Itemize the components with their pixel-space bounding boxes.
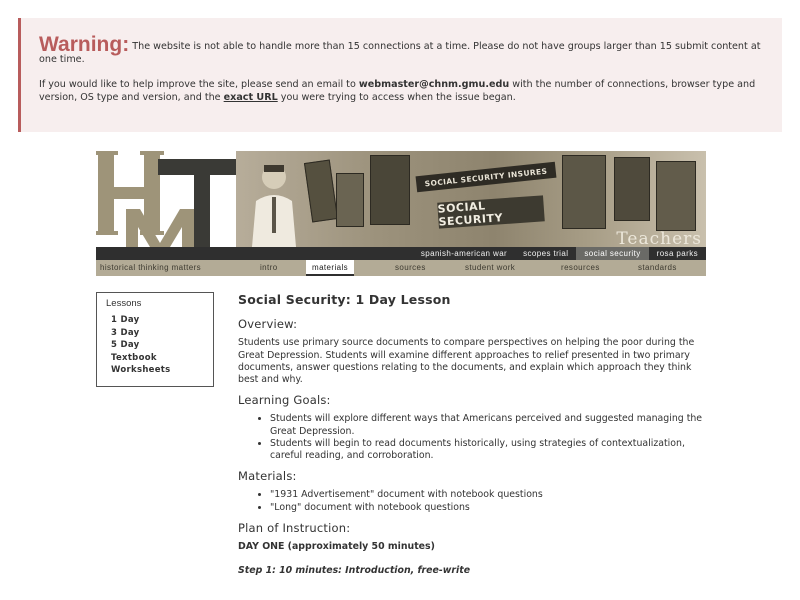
webmaster-email: webmaster@chnm.gmu.edu	[358, 79, 510, 90]
htm-logo-mark	[96, 151, 246, 259]
site-header	[96, 151, 706, 277]
materials-list	[270, 489, 708, 513]
main-content	[238, 294, 708, 577]
day-one-label: DAY ONE (approximately 50 minutes)	[238, 541, 435, 553]
banner-caption: Teachers	[616, 229, 702, 247]
warning-text-2-mid: with the number of connections, browser type and version, OS type and version, and the	[39, 79, 756, 103]
warning-text-2-post: you were trying to access when the issue began.	[277, 92, 516, 103]
top-navigation	[236, 247, 706, 260]
warning-title: Warning:	[39, 33, 130, 56]
poster-3	[370, 155, 410, 225]
banner-sign-top: SOCIAL SECURITY INSURES	[416, 162, 557, 193]
sidebar-item-1-day[interactable]: 1 Day	[111, 315, 140, 325]
page-title: Social Security: 1 Day Lesson	[238, 292, 451, 307]
subnav-intro[interactable]: intro	[260, 263, 278, 272]
sidebar-item-textbook[interactable]: Textbook	[111, 352, 157, 363]
subnav-historical-thinking-matters[interactable]: historical thinking matters	[100, 263, 202, 272]
subnav-standards[interactable]: standards	[638, 263, 677, 272]
poster-1	[304, 159, 338, 222]
subnav-sources[interactable]: sources	[395, 263, 426, 272]
warning-banner	[18, 18, 782, 132]
topnav-left-strip	[96, 247, 236, 260]
warning-text-2-pre: If you would like to help improve the site, please send an email to	[39, 79, 359, 90]
subnav-resources[interactable]: resources	[561, 263, 600, 272]
material-link-1931-advertisement[interactable]: "1931 Advertisement" document with notebook questions	[270, 489, 543, 501]
goal-item: • Students will explore different ways that Americans perceived and suggested managing the Great Depression.	[270, 413, 708, 437]
topnav-spanish-american-war[interactable]: spanish-american war	[420, 249, 508, 258]
topnav-scopes-trial[interactable]: scopes trial	[523, 249, 569, 258]
header-banner-image	[236, 151, 706, 247]
lessons-sidebar	[96, 292, 214, 387]
warning-text-1: The website is not able to handle more than 15 connections at a time. Please do not have groups larger than 15 submit content at one time.	[39, 41, 761, 65]
sidebar-item-5-day[interactable]: 5 Day	[111, 340, 140, 350]
subnav-materials[interactable]: materials	[306, 260, 354, 276]
topnav-rosa-parks[interactable]: rosa parks	[656, 249, 698, 258]
subnav-student-work[interactable]: student work	[465, 263, 516, 272]
poster-4	[562, 155, 606, 229]
sidebar-title: Lessons	[106, 298, 142, 309]
banner-sign: SOCIAL SECURITY	[437, 195, 545, 228]
poster-2	[336, 173, 364, 227]
sidebar-item-worksheets[interactable]: Worksheets	[111, 365, 171, 375]
warning-line-1	[39, 33, 764, 66]
material-item[interactable]	[270, 502, 708, 514]
material-link-long[interactable]: "Long" document with notebook questions	[270, 501, 470, 513]
exact-url-link[interactable]: exact URL	[223, 92, 278, 103]
poster-5	[614, 157, 650, 221]
goal-item: • Students will begin to read documents historically, using strategies of contextualization, careful reading, and corroboration.	[270, 438, 708, 462]
topnav-social-security[interactable]: social security	[576, 247, 648, 260]
material-item[interactable]	[270, 489, 708, 501]
goals-heading: Learning Goals:	[238, 393, 331, 408]
plan-heading: Plan of Instruction:	[238, 520, 351, 535]
goals-list	[270, 413, 708, 462]
warning-line-2	[39, 78, 764, 104]
poster-6	[656, 161, 696, 231]
man-portrait	[246, 157, 302, 247]
sub-navigation	[96, 260, 706, 276]
materials-heading: Materials:	[238, 469, 297, 484]
overview-heading: Overview:	[238, 317, 298, 332]
step-1-label: Step 1: 10 minutes: Introduction, free-write	[238, 565, 471, 577]
sidebar-item-3-day[interactable]: 3 Day	[111, 327, 140, 338]
overview-text: Students use primary source documents to compare perspectives on helping the poor during the Great Depression. Students will examine different approaches to relief presented in two primary documents, answer questions relating to the documents, and explain which approach they think best and why.	[238, 337, 695, 386]
htm-logo[interactable]	[96, 151, 236, 255]
